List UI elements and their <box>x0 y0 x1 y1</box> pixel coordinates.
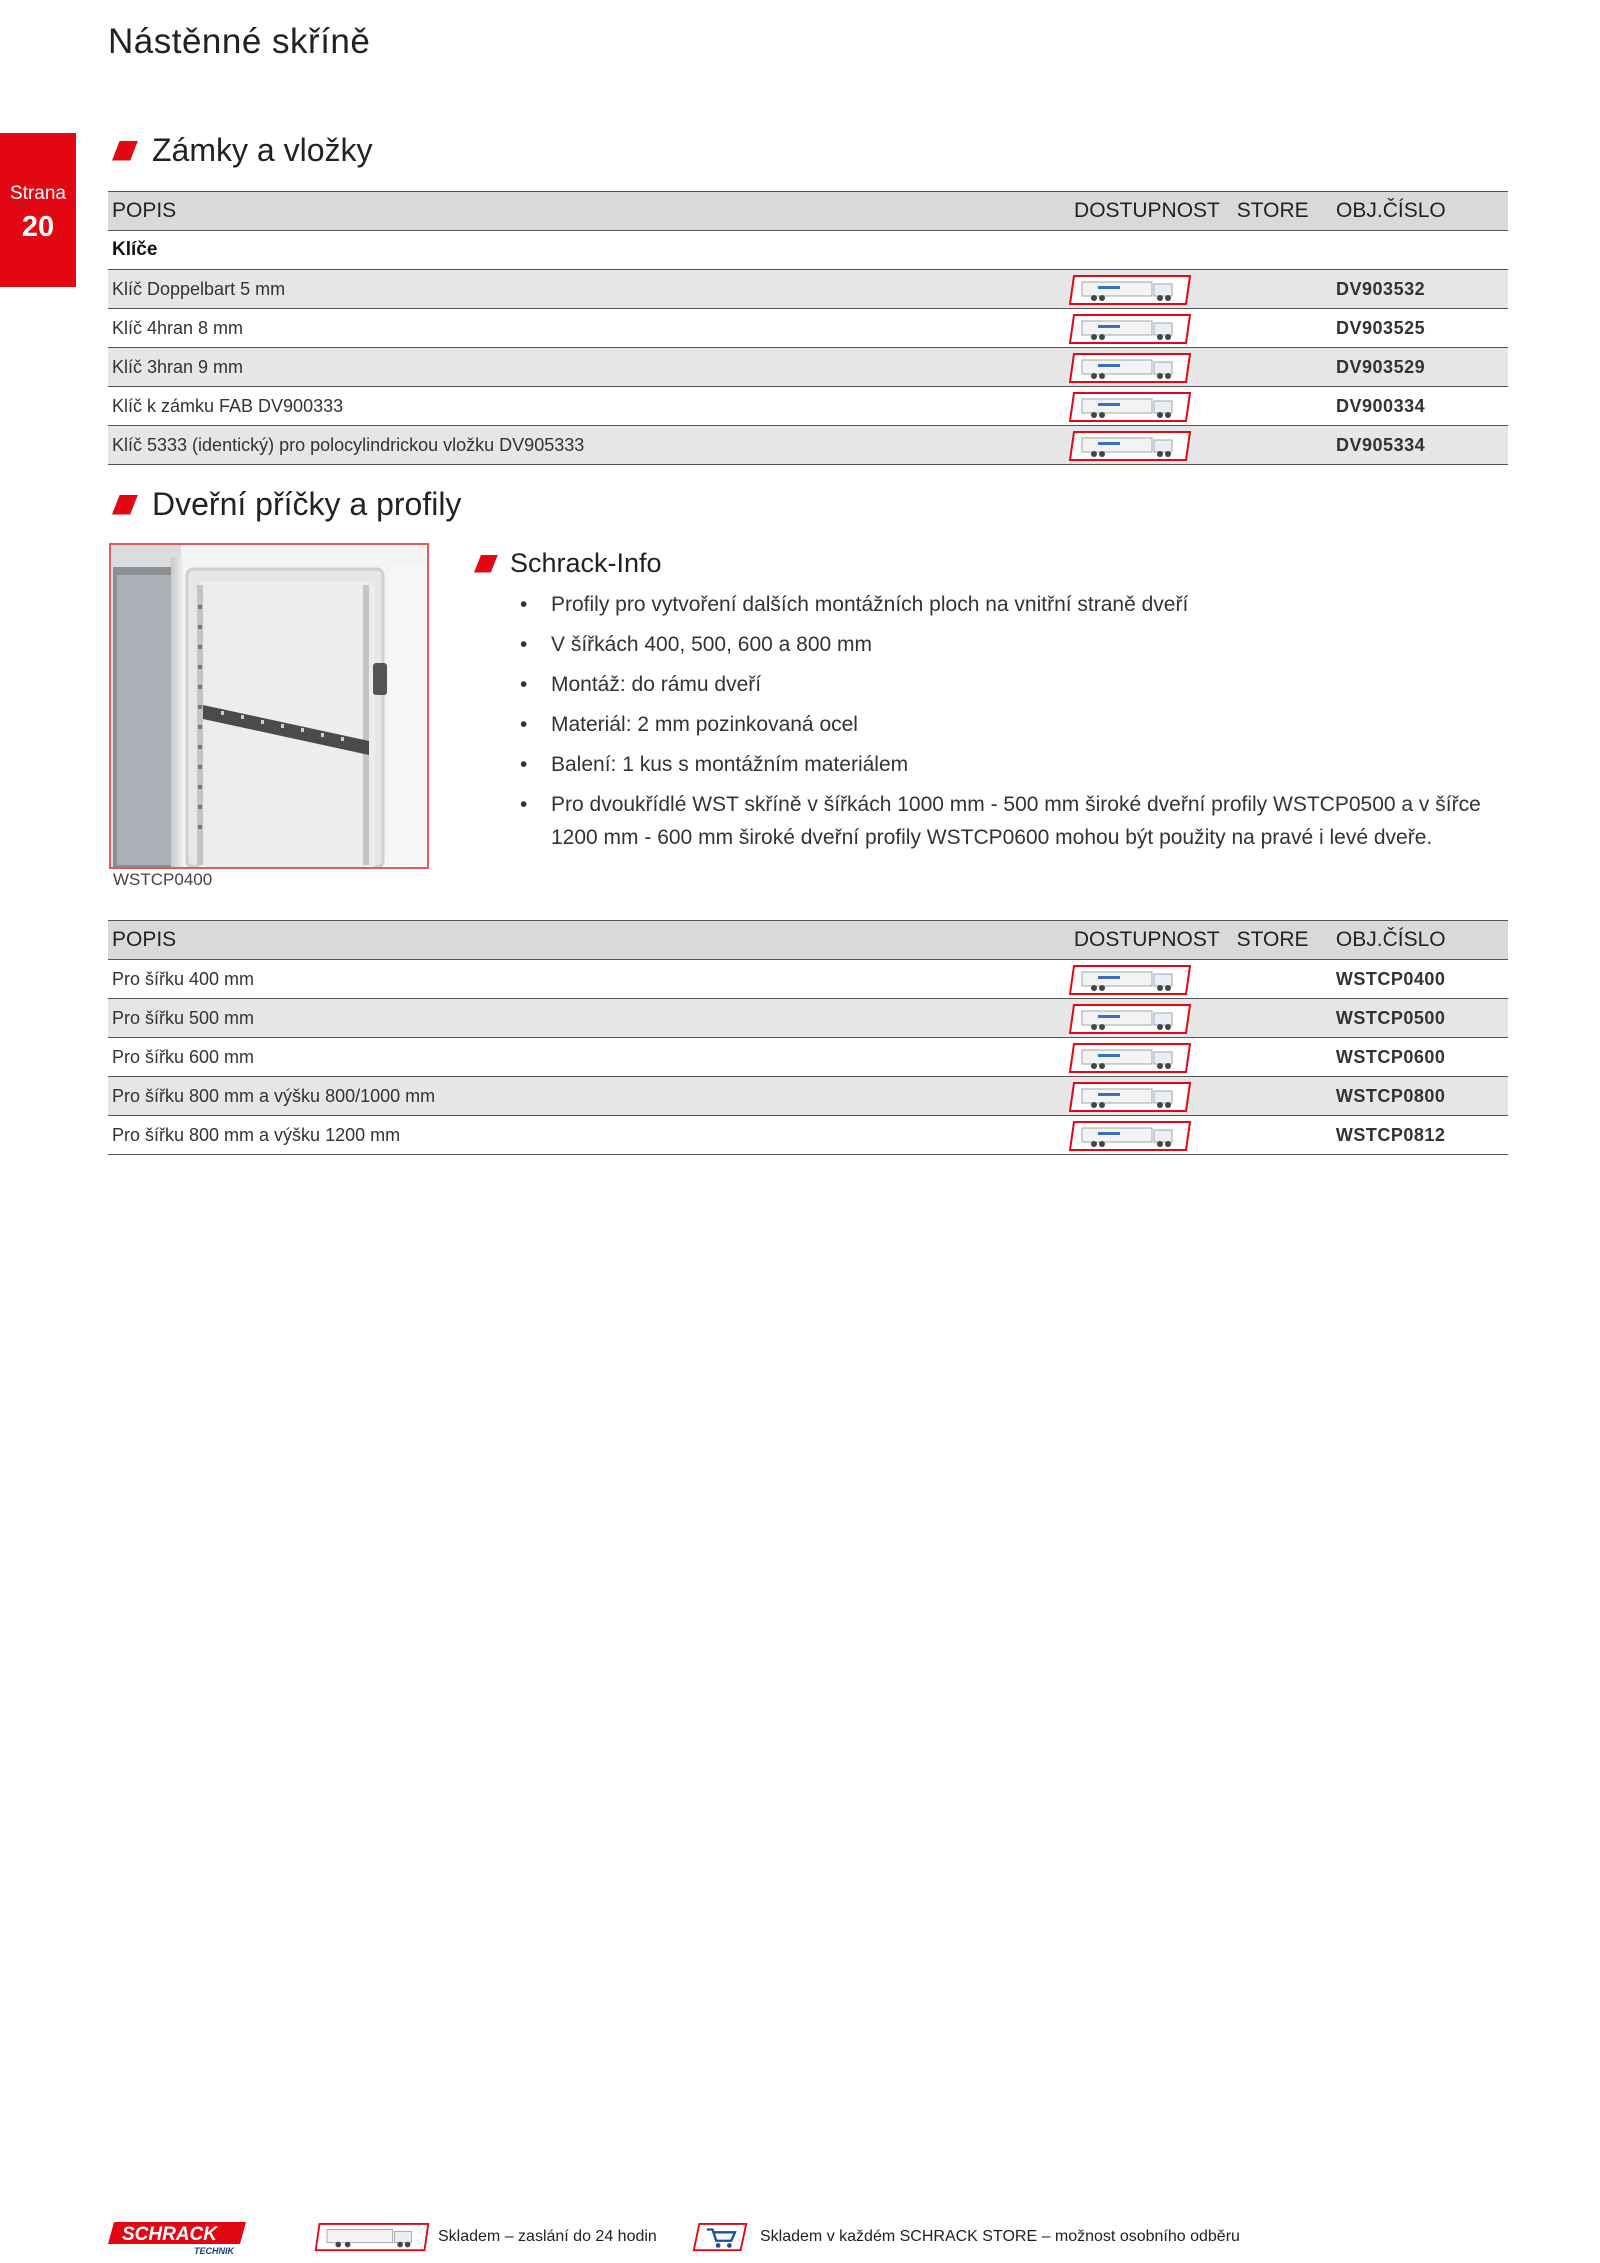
svg-text:SCHRACK: SCHRACK <box>122 2224 217 2245</box>
list-item: • Balení: 1 kus s montážním materiálem <box>520 748 1520 781</box>
cell-dostupnost <box>1070 999 1233 1038</box>
delivery-truck-icon <box>1068 1120 1192 1152</box>
table-row <box>108 1038 1508 1077</box>
page-number-tab <box>0 133 76 287</box>
cell-dostupnost <box>1070 309 1233 348</box>
table-row <box>108 999 1508 1038</box>
table-row <box>108 348 1508 387</box>
list-item: • Profily pro vytvoření dalších montážních ploch na vnitřní straně dveří <box>520 588 1520 621</box>
info-heading <box>474 548 662 579</box>
cell-store <box>1233 1116 1332 1155</box>
legend-truck-text: Skladem – zaslání do 24 hodin <box>438 2228 657 2245</box>
cell-popis: Klíč 5333 (identický) pro polocylindrickou vložku DV905333 <box>108 426 1070 465</box>
locks-table <box>108 191 1508 465</box>
section-heading-locks <box>112 132 372 169</box>
col-header-obj: OBJ.ČÍSLO <box>1332 192 1508 231</box>
delivery-truck-icon <box>312 2222 432 2252</box>
cell-order-number[interactable]: WSTCP0600 <box>1332 1038 1508 1077</box>
cell-popis: Pro šířku 600 mm <box>108 1038 1070 1077</box>
door-profile-image <box>111 545 427 867</box>
red-parallelogram-icon <box>112 141 138 161</box>
cell-popis: Klíč Doppelbart 5 mm <box>108 270 1070 309</box>
cell-dostupnost <box>1070 1116 1233 1155</box>
info-bullet-list <box>520 588 1520 861</box>
cell-dostupnost <box>1070 387 1233 426</box>
delivery-truck-icon <box>1068 1003 1192 1035</box>
delivery-truck-icon <box>1068 1042 1192 1074</box>
delivery-truck-icon <box>1068 313 1192 345</box>
info-heading-text: Schrack-Info <box>510 548 662 578</box>
delivery-truck-icon <box>1068 391 1192 423</box>
page-footer <box>108 2220 1508 2260</box>
col-header-popis: POPIS <box>108 921 1070 960</box>
cell-order-number[interactable]: DV903532 <box>1332 270 1508 309</box>
cell-store <box>1233 270 1332 309</box>
shopping-cart-icon <box>690 2222 750 2252</box>
section-heading-door-profiles <box>112 486 461 523</box>
list-item: • Materiál: 2 mm pozinkovaná ocel <box>520 708 1520 741</box>
list-item: • Pro dvoukřídlé WST skříně v šířkách 1000 mm - 500 mm široké dveřní profily WSTCP0500 a v šířce 1200 mm - 600 mm široké dveřní profily WSTCP0600 mohou být použity na pravé i levé dveře. <box>520 788 1520 854</box>
cell-order-number[interactable]: WSTCP0400 <box>1332 960 1508 999</box>
col-header-store: STORE <box>1233 192 1332 231</box>
table-header-row <box>108 192 1508 231</box>
product-photo <box>109 543 429 869</box>
cell-dostupnost <box>1070 960 1233 999</box>
list-item: • Montáž: do rámu dveří <box>520 668 1520 701</box>
cell-dostupnost <box>1070 348 1233 387</box>
group-label: Klíče <box>108 231 1508 270</box>
cell-popis: Klíč k zámku FAB DV900333 <box>108 387 1070 426</box>
page-number: 20 <box>21 211 55 243</box>
cell-dostupnost <box>1070 1038 1233 1077</box>
table-header-row <box>108 921 1508 960</box>
col-header-popis: POPIS <box>108 192 1070 231</box>
cell-dostupnost <box>1070 1077 1233 1116</box>
photo-caption: WSTCP0400 <box>113 870 213 889</box>
cell-popis: Klíč 3hran 9 mm <box>108 348 1070 387</box>
cell-store <box>1233 1077 1332 1116</box>
cell-store <box>1233 387 1332 426</box>
delivery-truck-icon <box>1068 1081 1192 1113</box>
table-row <box>108 960 1508 999</box>
cell-popis: Klíč 4hran 8 mm <box>108 309 1070 348</box>
cell-order-number[interactable]: DV905334 <box>1332 426 1508 465</box>
table-row <box>108 426 1508 465</box>
cell-dostupnost <box>1070 270 1233 309</box>
col-header-store: STORE <box>1233 921 1332 960</box>
col-header-dostupnost: DOSTUPNOST <box>1070 921 1233 960</box>
schrack-logo <box>108 2220 248 2256</box>
delivery-truck-icon <box>1068 430 1192 462</box>
page-title: Nástěnné skříně <box>108 22 371 61</box>
list-item: • V šířkách 400, 500, 600 a 800 mm <box>520 628 1520 661</box>
cell-order-number[interactable]: WSTCP0800 <box>1332 1077 1508 1116</box>
table-row <box>108 309 1508 348</box>
cell-order-number[interactable]: DV900334 <box>1332 387 1508 426</box>
table-row <box>108 1116 1508 1155</box>
cell-order-number[interactable]: DV903525 <box>1332 309 1508 348</box>
red-parallelogram-icon <box>112 495 138 515</box>
table-row <box>108 1077 1508 1116</box>
profiles-table <box>108 920 1508 1155</box>
section-heading-text: Dveřní příčky a profily <box>152 486 462 522</box>
cell-popis: Pro šířku 800 mm a výšku 800/1000 mm <box>108 1077 1070 1116</box>
delivery-truck-icon <box>1068 274 1192 306</box>
cell-store <box>1233 960 1332 999</box>
cell-popis: Pro šířku 500 mm <box>108 999 1070 1038</box>
cell-store <box>1233 1038 1332 1077</box>
cell-order-number[interactable]: DV903529 <box>1332 348 1508 387</box>
cell-store <box>1233 348 1332 387</box>
col-header-dostupnost: DOSTUPNOST <box>1070 192 1233 231</box>
red-parallelogram-icon <box>474 555 498 573</box>
cell-dostupnost <box>1070 426 1233 465</box>
page-tab-label: Strana <box>10 183 66 204</box>
svg-text:TECHNIK: TECHNIK <box>194 2246 234 2256</box>
cell-popis: Pro šířku 400 mm <box>108 960 1070 999</box>
cell-popis: Pro šířku 800 mm a výšku 1200 mm <box>108 1116 1070 1155</box>
table-row <box>108 270 1508 309</box>
delivery-truck-icon <box>1068 352 1192 384</box>
delivery-truck-icon <box>1068 964 1192 996</box>
cell-store <box>1233 309 1332 348</box>
cell-order-number[interactable]: WSTCP0500 <box>1332 999 1508 1038</box>
legend-store-text: Skladem v každém SCHRACK STORE – možnost osobního odběru <box>760 2228 1240 2245</box>
cell-store <box>1233 999 1332 1038</box>
cell-order-number[interactable]: WSTCP0812 <box>1332 1116 1508 1155</box>
section-heading-text: Zámky a vložky <box>152 132 373 168</box>
table-row <box>108 387 1508 426</box>
col-header-obj: OBJ.ČÍSLO <box>1332 921 1508 960</box>
cell-store <box>1233 426 1332 465</box>
table-group-row <box>108 231 1508 270</box>
